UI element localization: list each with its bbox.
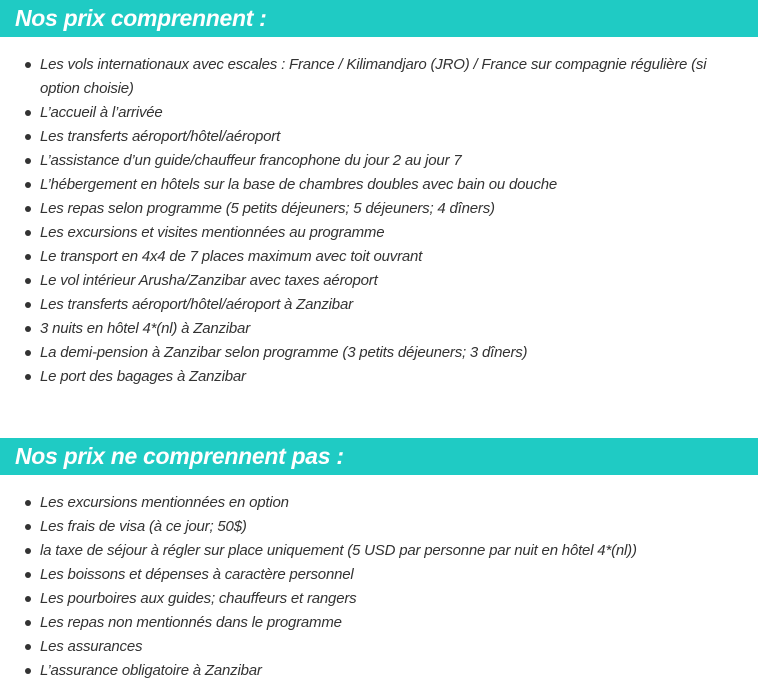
list-item [0,269,758,293]
list-item-text: L’assistance d’un guide/chauffeur francophone du jour 2 au jour 7 [40,152,462,169]
list-item-text: Les transferts aéroport/hôtel/aéroport à Zanzibar [40,296,353,313]
list-item [0,515,758,539]
excludes-list [0,491,758,683]
list-item-text: Le transport en 4x4 de 7 places maximum avec toit ouvrant [40,248,423,265]
bullet-icon [25,134,31,140]
bullet-icon [25,182,31,188]
list-item-text: Les excursions mentionnées en option [40,494,289,511]
bullet-icon [25,548,31,554]
list-item [0,341,758,365]
bullet-icon [25,620,31,626]
bullet-icon [25,350,31,356]
list-item [0,491,758,515]
bullet-icon [25,158,31,164]
list-item [0,539,758,563]
list-item [0,587,758,611]
list-item [0,611,758,635]
bullet-icon [25,326,31,332]
bullet-icon [25,668,31,674]
bullet-icon [25,302,31,308]
bullet-icon [25,254,31,260]
list-item [0,53,758,101]
list-item [0,563,758,587]
bullet-icon [25,278,31,284]
bullet-icon [25,596,31,602]
list-item [0,365,758,389]
bullet-icon [25,230,31,236]
list-item [0,635,758,659]
bullet-icon [25,374,31,380]
list-item-text: Les assurances [40,638,143,655]
excludes-heading: Nos prix ne comprennent pas : [0,438,758,475]
list-item-text: Les transferts aéroport/hôtel/aéroport [40,128,281,145]
list-item-text: L’assurance obligatoire à Zanzibar [40,662,262,679]
list-item [0,197,758,221]
list-item [0,173,758,197]
list-item-text: L’hébergement en hôtels sur la base de chambres doubles avec bain ou douche [40,176,558,193]
bullet-icon [25,62,31,68]
bullet-icon [25,644,31,650]
bullet-icon [25,524,31,530]
list-item-text: La demi-pension à Zanzibar selon programme (3 petits déjeuners; 3 dîners) [40,344,528,361]
list-item-text: Les pourboires aux guides; chauffeurs et rangers [40,590,357,607]
includes-list [0,53,758,389]
list-item-text: Les repas non mentionnés dans le programme [40,614,342,631]
list-item-text: Les frais de visa (à ce jour; 50$) [40,518,247,535]
bullet-icon [25,110,31,116]
bullet-icon [25,572,31,578]
list-item [0,659,758,683]
list-item-text: Le port des bagages à Zanzibar [40,368,246,385]
list-item [0,149,758,173]
list-item [0,101,758,125]
list-item [0,293,758,317]
list-item [0,125,758,149]
list-item-text: Les excursions et visites mentionnées au programme [40,224,385,241]
list-item [0,317,758,341]
bullet-icon [25,500,31,506]
list-item-text: Les boissons et dépenses à caractère personnel [40,566,354,583]
bullet-icon [25,206,31,212]
list-item-text: Les vols internationaux avec escales : France / Kilimandjaro (JRO) / France sur compagnie régulière (si option choisie) [40,56,707,97]
list-item-text: Le vol intérieur Arusha/Zanzibar avec taxes aéroport [40,272,378,289]
list-item-text: L’accueil à l’arrivée [40,104,163,121]
list-item [0,245,758,269]
list-item-text: 3 nuits en hôtel 4*(nl) à Zanzibar [40,320,250,337]
list-item [0,221,758,245]
list-item-text: la taxe de séjour à régler sur place uniquement (5 USD par personne par nuit en hôtel 4*(nl)) [40,542,637,559]
includes-heading: Nos prix comprennent : [0,0,758,37]
list-item-text: Les repas selon programme (5 petits déjeuners; 5 déjeuners; 4 dîners) [40,200,495,217]
